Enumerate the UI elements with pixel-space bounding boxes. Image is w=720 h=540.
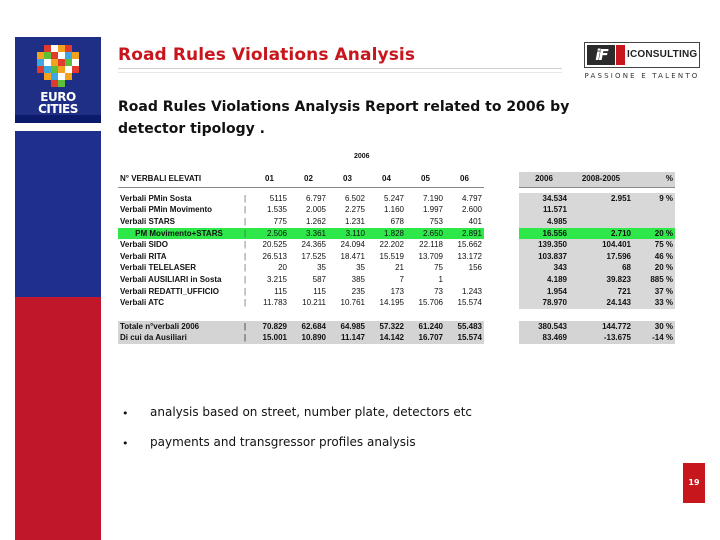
row-label: Verbali REDATTI_UFFICIO	[120, 286, 219, 296]
row-month-value: 678	[390, 216, 404, 226]
row-month-value: 75	[434, 263, 443, 273]
row-pct: 33 %	[633, 297, 675, 309]
row-diff: 144.772	[569, 321, 633, 333]
row-month-value: 17.525	[301, 251, 326, 261]
row-month-value: 3.215	[266, 274, 287, 284]
row-month-value: 15.574	[457, 298, 482, 308]
row-total: 380.543	[519, 321, 569, 333]
row-pct: 885 %	[633, 274, 675, 286]
summary-row	[519, 263, 675, 275]
summary-table	[519, 172, 675, 344]
summary-row	[519, 193, 675, 205]
row-month-value: 2.275	[344, 205, 365, 215]
iconsulting-mark-icon: iF	[587, 45, 615, 65]
row-month-value: 55.483	[445, 321, 484, 333]
row-label: Verbali AUSILIARI in Sosta	[120, 274, 222, 284]
row-month-value: 15.574	[445, 333, 484, 345]
header-label: N° VERBALI ELEVATI	[118, 172, 240, 187]
row-month-value: 1.828	[367, 228, 406, 240]
header-month: 03	[328, 172, 367, 187]
row-pipe: |	[243, 263, 247, 273]
row-total: 11.571	[519, 205, 569, 217]
row-label: Verbali RITA	[120, 251, 167, 261]
table-row	[118, 239, 484, 251]
row-month-value: 173	[390, 286, 404, 296]
row-label: Di cui da Ausiliari	[118, 333, 240, 345]
title-divider-secondary	[118, 72, 562, 73]
logo-line1: EURO	[40, 90, 76, 104]
row-diff: 104.401	[569, 239, 633, 251]
table-row	[118, 193, 484, 205]
row-diff: 2.710	[569, 228, 633, 240]
summary-row	[519, 239, 675, 251]
report-heading: Road Rules Violations Analysis Report related to 2006 by detector tipology .	[118, 99, 570, 137]
row-month-value: 15.662	[457, 240, 482, 250]
row-month-value: 1.231	[344, 216, 365, 226]
bullet-dot-icon: •	[122, 407, 129, 420]
row-month-value: 64.985	[328, 321, 367, 333]
iconsulting-logo-box	[584, 42, 700, 68]
row-month-value: 22.202	[379, 240, 404, 250]
iconsulting-logo	[584, 42, 700, 82]
row-total: 343	[519, 263, 569, 275]
row-label: Verbali SIDO	[120, 240, 169, 250]
row-month-value: 15.706	[418, 298, 443, 308]
bullet-text: analysis based on street, number plate, detectors etc	[150, 405, 473, 419]
row-diff	[569, 205, 633, 217]
row-pipe: |	[243, 274, 247, 284]
row-pct: 20 %	[633, 263, 675, 275]
row-month-value: 6.502	[344, 193, 365, 203]
row-diff	[569, 216, 633, 228]
row-month-value: 1.262	[305, 216, 326, 226]
table-row	[118, 333, 484, 345]
summary-row	[519, 274, 675, 286]
page-number-badge: 19	[683, 463, 705, 503]
row-month-value: 2.891	[445, 228, 484, 240]
row-pipe: |	[240, 321, 250, 333]
row-pct: 9 %	[633, 193, 675, 205]
row-month-value: 14.195	[379, 298, 404, 308]
row-month-value: 2.506	[250, 228, 289, 240]
row-pipe: |	[243, 216, 247, 226]
row-month-value: 5115	[269, 193, 287, 203]
row-month-value: 20	[278, 263, 287, 273]
row-month-value: 115	[313, 286, 326, 296]
table-row	[118, 263, 484, 275]
row-month-value: 11.783	[263, 298, 287, 308]
row-pipe: |	[243, 298, 247, 308]
row-month-value: 13.172	[457, 251, 482, 261]
title-divider	[118, 68, 562, 69]
row-month-value: 15.001	[250, 333, 289, 345]
row-pct: 37 %	[633, 286, 675, 298]
row-total: 78.970	[519, 297, 569, 309]
row-month-value: 7.190	[422, 193, 443, 203]
row-label: Verbali PMin Movimento	[120, 205, 213, 215]
iconsulting-red-bar	[616, 45, 625, 65]
violations-table	[118, 153, 678, 385]
row-month-value: 11.147	[328, 333, 367, 345]
summary-row	[519, 286, 675, 298]
table-row	[118, 205, 484, 217]
row-month-value: 26.513	[262, 251, 287, 261]
row-month-value: 1.160	[383, 205, 404, 215]
row-month-value: 16.707	[406, 333, 445, 345]
row-month-value: 15.519	[379, 251, 404, 261]
row-month-value: 62.684	[289, 321, 328, 333]
row-pipe: |	[243, 205, 247, 215]
summary-row	[519, 333, 675, 345]
header-month: 05	[406, 172, 445, 187]
row-month-value: 1.535	[266, 205, 287, 215]
row-pct: 46 %	[633, 251, 675, 263]
logo-line2: CITIES	[38, 102, 78, 116]
table-row	[118, 216, 484, 228]
summary-row	[519, 251, 675, 263]
row-pipe: |	[240, 228, 250, 240]
row-month-value: 1.997	[422, 205, 443, 215]
slide-title: Road Rules Violations Analysis	[118, 45, 416, 65]
row-pipe: |	[243, 193, 247, 203]
table-row	[118, 251, 484, 263]
row-month-value: 10.761	[340, 298, 365, 308]
row-month-value: 1	[438, 274, 443, 284]
summary-row	[519, 205, 675, 217]
decorative-blue-block	[15, 131, 101, 297]
row-diff: -13.675	[569, 333, 633, 345]
summary-row	[519, 216, 675, 228]
row-pipe: |	[243, 240, 247, 250]
row-month-value: 10.890	[289, 333, 328, 345]
row-month-value: 24.365	[301, 240, 326, 250]
row-month-value: 35	[356, 263, 365, 273]
row-pct: 75 %	[633, 239, 675, 251]
row-month-value: 24.094	[340, 240, 365, 250]
row-label: Totale n°verbali 2006	[118, 321, 240, 333]
row-month-value: 10.211	[302, 298, 326, 308]
row-month-value: 35	[317, 263, 326, 273]
year-label: 2006	[354, 153, 370, 160]
summary-row	[519, 297, 675, 309]
row-total: 103.837	[519, 251, 569, 263]
row-month-value: 73	[434, 286, 443, 296]
eurocities-logo	[15, 37, 101, 123]
summary-row	[519, 228, 675, 240]
summary-header-cell: %	[633, 172, 675, 187]
row-month-value	[445, 274, 484, 286]
row-month-value: 753	[429, 216, 443, 226]
header-month: 04	[367, 172, 406, 187]
row-diff: 39.823	[569, 274, 633, 286]
row-month-value: 2.005	[305, 205, 326, 215]
row-month-value: 115	[274, 286, 287, 296]
row-month-value: 775	[273, 216, 287, 226]
iconsulting-name: ICONSULTING	[627, 49, 698, 60]
summary-header-row	[519, 172, 675, 187]
table-row	[118, 274, 484, 286]
row-label: Verbali STARS	[120, 216, 175, 226]
row-label: Verbali TELELASER	[120, 263, 197, 273]
row-month-value: 4.797	[461, 193, 482, 203]
row-label: Verbali ATC	[120, 298, 165, 308]
bullet-text: payments and transgressor profiles analysis	[150, 435, 416, 449]
row-total: 16.556	[519, 228, 569, 240]
row-total: 83.469	[519, 333, 569, 345]
header-month: 06	[445, 172, 484, 187]
row-month-value: 7	[399, 274, 404, 284]
row-total: 139.350	[519, 239, 569, 251]
bullet-dot-icon: •	[122, 437, 129, 450]
table-header-row	[118, 172, 484, 187]
row-label: Verbali PMin Sosta	[120, 193, 192, 203]
row-pct: -14 %	[633, 333, 675, 345]
table-row	[118, 228, 484, 240]
row-pipe: |	[240, 333, 250, 345]
monthly-table	[118, 172, 484, 344]
left-decorative-bar	[15, 37, 101, 540]
row-total: 1.954	[519, 286, 569, 298]
header-month: 01	[250, 172, 289, 187]
row-month-value: 6.797	[305, 193, 326, 203]
table-row	[118, 297, 484, 309]
header-pipe	[240, 172, 250, 187]
logo-mosaic-icon	[37, 45, 79, 89]
row-month-value: 385	[351, 274, 365, 284]
row-month-value: 57.322	[367, 321, 406, 333]
row-month-value: 1.243	[461, 286, 482, 296]
row-pct	[633, 205, 675, 217]
row-pipe: |	[243, 286, 247, 296]
row-diff: 721	[569, 286, 633, 298]
row-pct: 30 %	[633, 321, 675, 333]
row-month-value: 22.118	[419, 240, 443, 250]
decorative-red-block	[15, 297, 101, 540]
row-month-value: 2.600	[461, 205, 482, 215]
row-diff: 24.143	[569, 297, 633, 309]
table-row	[118, 321, 484, 333]
row-month-value: 14.142	[367, 333, 406, 345]
row-pct: 20 %	[633, 228, 675, 240]
row-diff: 17.596	[569, 251, 633, 263]
iconsulting-tagline: PASSIONE E TALENTO	[584, 72, 700, 80]
summary-row	[519, 321, 675, 333]
row-month-value: 3.361	[289, 228, 328, 240]
row-month-value: 235	[351, 286, 365, 296]
row-label: PM Movimento+STARS	[118, 228, 240, 240]
summary-header-cell: 2008-2005	[569, 172, 633, 187]
row-total: 4.189	[519, 274, 569, 286]
row-month-value: 18.471	[340, 251, 365, 261]
row-month-value: 20.525	[262, 240, 287, 250]
row-month-value: 13.709	[418, 251, 443, 261]
row-month-value: 2.650	[406, 228, 445, 240]
row-month-value: 3.110	[328, 228, 367, 240]
row-month-value: 156	[468, 263, 482, 273]
row-month-value: 21	[395, 263, 404, 273]
row-month-value: 70.829	[250, 321, 289, 333]
row-diff: 68	[569, 263, 633, 275]
row-pct	[633, 216, 675, 228]
table-row	[118, 286, 484, 298]
row-diff: 2.951	[569, 193, 633, 205]
row-month-value: 5.247	[383, 193, 404, 203]
row-month-value: 401	[468, 216, 482, 226]
summary-header-cell: 2006	[519, 172, 569, 187]
row-total: 34.534	[519, 193, 569, 205]
row-month-value: 61.240	[406, 321, 445, 333]
row-month-value: 587	[312, 274, 326, 284]
header-month: 02	[289, 172, 328, 187]
row-total: 4.985	[519, 216, 569, 228]
logo-text	[15, 91, 101, 115]
row-pipe: |	[243, 251, 247, 261]
